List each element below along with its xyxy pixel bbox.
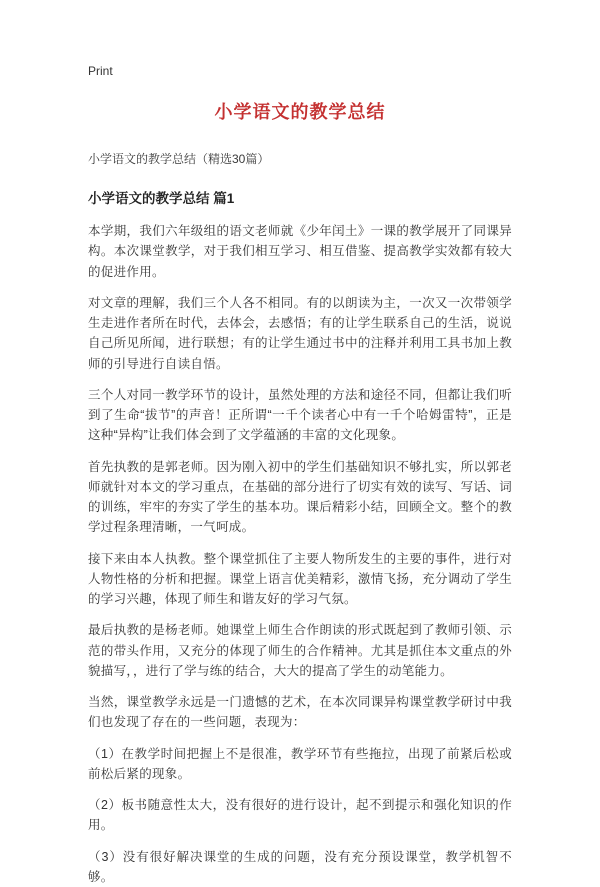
paragraph: 当然，课堂教学永远是一门遗憾的艺术，在本次同课异构课堂教学研讨中我们也发现了存在的一些问题，表现为： xyxy=(88,692,512,733)
paragraph: 首先执教的是郭老师。因为刚入初中的学生们基础知识不够扎实，所以郭老师就针对本文的学习重点，在基础的部分进行了切实有效的读写、写话、词的训练，牢牢的夯实了学生的基本功。课后精彩小结，回顾全文。整个的教学过程条理清晰，一气呵成。 xyxy=(88,457,512,538)
paragraph: （3）没有很好解决课堂的生成的问题，没有充分预设课堂，教学机智不够。 xyxy=(88,847,512,887)
document-subtitle: 小学语文的教学总结（精选30篇） xyxy=(88,150,512,167)
paragraph: 对文章的理解，我们三个人各不相同。有的以朗读为主，一次又一次带领学生走进作者所在时代，去体会，去感悟；有的让学生联系自己的生活，说说自己所见所闻，进行联想；有的让学生通过书中的注释并利用工具书加上教师的引导进行自读自悟。 xyxy=(88,293,512,374)
print-link[interactable]: Print xyxy=(88,64,113,78)
paragraph: 三个人对同一教学环节的设计，虽然处理的方法和途径不同，但都让我们听到了生命“拔节”的声音！正所谓“一千个读者心中有一千个哈姆雷特”，正是这种“异构”让我们体会到了文学蕴涵的丰富的文化现象。 xyxy=(88,385,512,446)
paragraph: 接下来由本人执教。整个课堂抓住了主要人物所发生的主要的事件，进行对人物性格的分析和把握。课堂上语言优美精彩，激情飞扬，充分调动了学生的学习兴趣，体现了师生和谐友好的学习气氛。 xyxy=(88,549,512,610)
paragraph: 最后执教的是杨老师。她课堂上师生合作朗读的形式既起到了教师引领、示范的带头作用，又充分的体现了师生的合作精神。尤其是抓住本文重点的外貌描写，，进行了学与练的结合，大大的提高了学生的动笔能力。 xyxy=(88,620,512,681)
document-body xyxy=(88,221,512,887)
document-title: 小学语文的教学总结 xyxy=(88,98,512,124)
paragraph: （2）板书随意性太大，没有很好的进行设计，起不到提示和强化知识的作用。 xyxy=(88,795,512,836)
section-heading: 小学语文的教学总结 篇1 xyxy=(88,187,512,207)
paragraph: （1）在教学时间把握上不是很准，教学环节有些拖拉，出现了前紧后松或前松后紧的现象。 xyxy=(88,744,512,785)
paragraph: 本学期，我们六年级组的语文老师就《少年闰土》一课的教学展开了同课异构。本次课堂教学，对于我们相互学习、相互借鉴、提高教学实效都有较大的促进作用。 xyxy=(88,221,512,282)
